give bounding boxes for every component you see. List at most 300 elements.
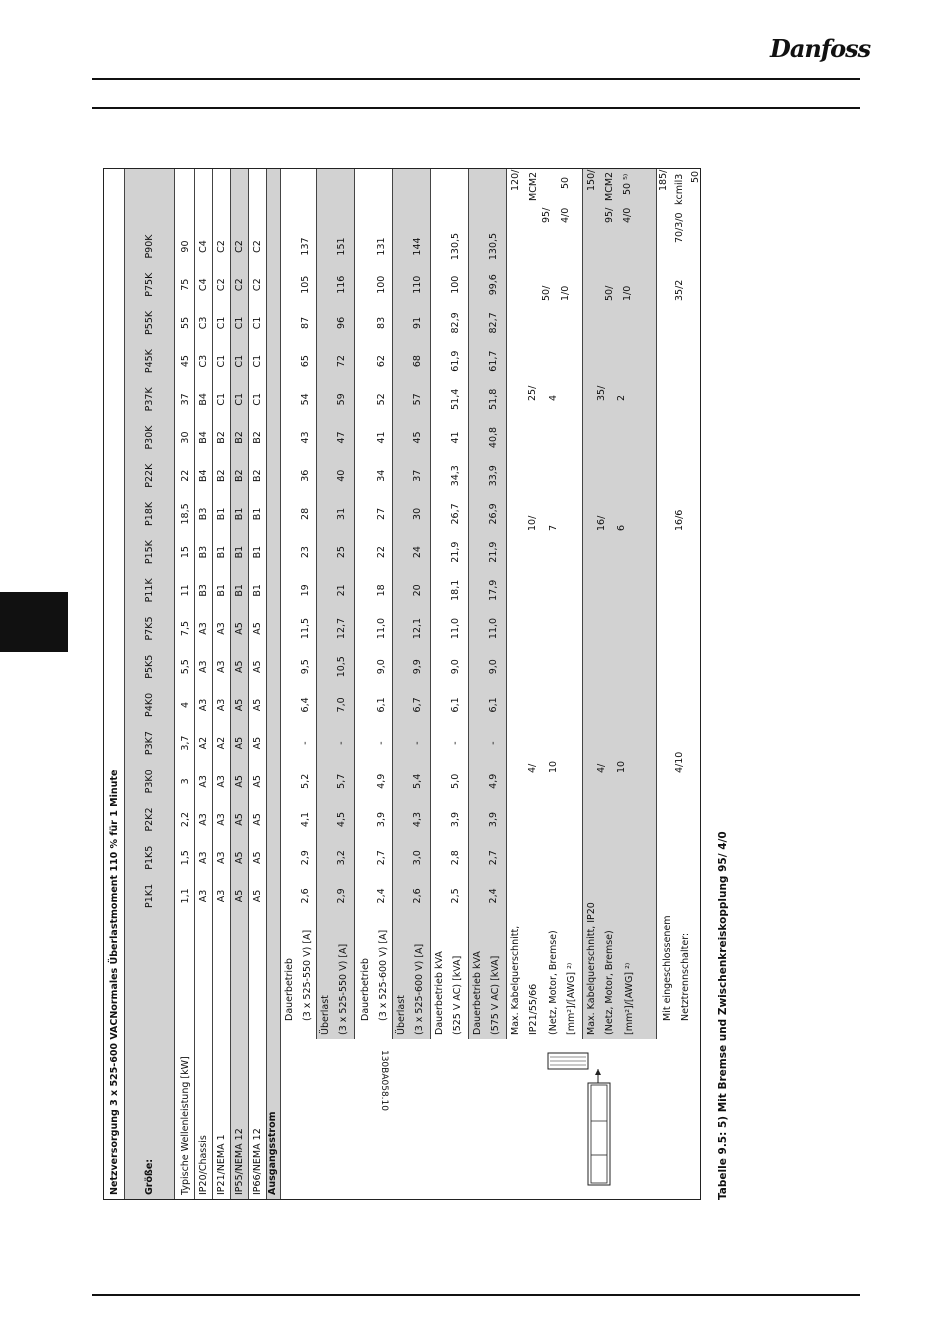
- table-cell: 131: [376, 237, 387, 256]
- cable1-value: 120/: [510, 169, 521, 191]
- spec-table: [103, 168, 701, 1200]
- cable2-value: 4/0: [622, 207, 633, 223]
- table-cell: 4,9: [376, 773, 387, 789]
- table-cell: B2: [234, 431, 245, 444]
- size-header-cell: P15K: [144, 540, 155, 565]
- cable3-value: 35/2: [674, 279, 685, 301]
- cable1-label: IP21/55/66: [528, 983, 539, 1035]
- divider: [124, 169, 125, 1199]
- row-overload2-shade: [392, 169, 430, 1039]
- section-label: Ausgangsstrom: [267, 1111, 278, 1195]
- table-cell: 36: [300, 469, 311, 482]
- table-cell: 3,7: [180, 735, 191, 751]
- table-cell: 30: [180, 431, 191, 444]
- table-cell: 6,7: [412, 697, 423, 713]
- footer-rule: [92, 1294, 860, 1296]
- section-shade: [266, 169, 280, 1199]
- size-header-cell: P75K: [144, 272, 155, 297]
- table-cell: A5: [252, 660, 263, 673]
- table-cell: 137: [300, 237, 311, 256]
- table-cell: 75: [180, 278, 191, 291]
- cable1-value: MCM2: [528, 171, 539, 201]
- table-cell: 45: [180, 355, 191, 368]
- table-cell: A5: [252, 775, 263, 788]
- drive-panel: [591, 1085, 607, 1183]
- header-rule-lower: [92, 107, 860, 109]
- table-cell: 11,5: [300, 617, 311, 640]
- table-cell: 9,0: [488, 659, 499, 675]
- table-cell: 34,3: [450, 465, 461, 487]
- table-caption: Tabelle 9.5: 5) Mit Bremse und Zwischenkreiskopplung 95/ 4/0: [717, 831, 729, 1200]
- table-cell: 31: [336, 507, 347, 520]
- table-cell: C3: [198, 316, 209, 330]
- table-cell: B2: [216, 469, 227, 482]
- divider: [212, 169, 213, 1199]
- table-cell: 4,3: [412, 811, 423, 828]
- table-cell: 2,5: [450, 888, 461, 904]
- table-cell: 52: [376, 393, 387, 406]
- table-cell: 3,9: [376, 811, 387, 828]
- table-cell: 20: [412, 584, 423, 597]
- size-header-cell: P22K: [144, 463, 155, 488]
- table-cell: 26,7: [450, 503, 461, 525]
- table-cell: 22: [180, 469, 191, 482]
- table-cell: 43: [300, 431, 311, 444]
- cable1-value: 4/0: [560, 207, 571, 223]
- size-header-cell: P5K5: [144, 654, 155, 679]
- table-cell: 26,9: [488, 503, 499, 525]
- table-cell: 57: [412, 393, 423, 406]
- table-cell: B1: [216, 584, 227, 597]
- table-cell: 105: [300, 275, 311, 294]
- table-cell: 87: [300, 316, 311, 329]
- table-cell: 27: [376, 507, 387, 520]
- table-cell: C2: [216, 278, 227, 292]
- current-label: Dauerbetrieb kVA: [472, 951, 483, 1035]
- table-cell: 22: [376, 546, 387, 559]
- table-cell: B1: [234, 545, 245, 559]
- table-cell: 2,2: [180, 811, 191, 828]
- cable1-value: 4/: [527, 763, 538, 773]
- table-cell: A5: [252, 698, 263, 712]
- current-label: (3 x 525-550 V) [A]: [302, 929, 313, 1021]
- table-cell: C1: [252, 354, 263, 368]
- table-cell: 2,6: [412, 888, 423, 904]
- cable2-value: 95/: [604, 207, 615, 223]
- table-cell: C3: [198, 354, 209, 368]
- divider: [230, 169, 231, 1199]
- table-cell: 3,0: [412, 850, 423, 866]
- size-header-cell: P45K: [144, 349, 155, 374]
- table-cell: 7,0: [336, 697, 347, 713]
- table-cell: C2: [216, 240, 227, 253]
- table-cell: A5: [234, 889, 245, 903]
- cable1-value: 50: [560, 176, 571, 189]
- table-cell: C4: [198, 240, 209, 253]
- table-cell: 130,5: [450, 232, 461, 261]
- table-cell: 54: [300, 393, 311, 406]
- row-label-power: Typische Wellenleistung [kW]: [180, 1056, 191, 1195]
- size-header-cell: P18K: [144, 501, 155, 526]
- cable1-label: [mm²]/[AWG] ²⁾: [566, 962, 577, 1035]
- size-header-cell: P7K5: [144, 616, 155, 641]
- chapter-tab-marker: [0, 592, 68, 652]
- table-cell: C1: [216, 316, 227, 330]
- table-cell: -: [300, 741, 311, 745]
- size-header-cell: P4K0: [144, 692, 155, 717]
- cable1-value: 95/: [541, 207, 552, 223]
- row-label-ip66: IP66/NEMA 12: [252, 1128, 263, 1195]
- cable2-value: 50/: [604, 285, 615, 301]
- size-header-cell: P3K0: [144, 769, 155, 794]
- table-cell: 25: [336, 546, 347, 559]
- table-cell: -: [376, 741, 387, 745]
- cable1-value: 4: [548, 394, 559, 401]
- table-cell: 17,9: [488, 579, 499, 601]
- table-cell: 37: [180, 393, 191, 406]
- table-cell: 4,5: [336, 811, 347, 828]
- cable2-value: MCM2: [604, 171, 615, 201]
- arrow-icon: [595, 1069, 601, 1075]
- divider: [194, 169, 195, 1199]
- cable3-label: Netztrennschalter:: [680, 932, 691, 1021]
- size-label: Größe:: [144, 1158, 155, 1195]
- table-cell: 3,2: [336, 850, 347, 866]
- table-cell: B1: [216, 545, 227, 559]
- current-label: (575 V AC) [kVA]: [490, 955, 501, 1035]
- danfoss-logo: Danfoss: [770, 34, 871, 63]
- size-header-cell: P1K5: [144, 845, 155, 870]
- table-cell: C1: [252, 316, 263, 330]
- table-cell: A3: [198, 622, 209, 635]
- table-cell: 5,7: [336, 773, 347, 789]
- table-cell: B4: [198, 431, 209, 444]
- row-label-ip21: IP21/NEMA 1: [216, 1134, 227, 1195]
- table-cell: B1: [252, 507, 263, 521]
- table-cell: 19: [300, 584, 311, 597]
- divider: [430, 169, 431, 1039]
- table-cell: A3: [216, 813, 227, 826]
- table-cell: 65: [300, 355, 311, 368]
- divider: [354, 169, 355, 1039]
- table-cell: 10,5: [336, 656, 347, 678]
- table-cell: B4: [198, 469, 209, 482]
- table-cell: 18,1: [450, 579, 461, 601]
- table-cell: 4: [180, 701, 191, 708]
- table-cell: 51,4: [450, 388, 461, 410]
- table-cell: C2: [234, 278, 245, 292]
- table-cell: 130,5: [488, 232, 499, 261]
- table-cell: B2: [252, 431, 263, 444]
- current-label: Überlast: [320, 995, 331, 1035]
- current-label: Dauerbetrieb: [360, 958, 371, 1021]
- table-cell: 9,9: [412, 659, 423, 675]
- table-cell: A3: [198, 660, 209, 673]
- table-cell: 2,9: [336, 888, 347, 904]
- table-cell: 41: [450, 431, 461, 444]
- table-cell: 45: [412, 431, 423, 444]
- current-label: Dauerbetrieb kVA: [434, 951, 445, 1035]
- table-cell: C1: [216, 392, 227, 406]
- current-label: (3 x 525-600 V) [A]: [414, 943, 425, 1035]
- table-cell: 23: [300, 546, 311, 559]
- table-cell: 9,0: [376, 659, 387, 675]
- table-cell: A5: [234, 698, 245, 712]
- table-cell: 11,0: [450, 617, 461, 640]
- table-cell: 3,9: [450, 811, 461, 828]
- table-cell: 59: [336, 393, 347, 406]
- divider: [392, 169, 393, 1039]
- cable2-value: 4/: [596, 763, 607, 773]
- table-cell: A5: [234, 851, 245, 864]
- table-cell: 4,9: [488, 773, 499, 789]
- table-cell: 5,5: [180, 659, 191, 675]
- table-cell: 18,5: [180, 503, 191, 525]
- table-cell: C4: [198, 278, 209, 292]
- size-header-cell: P55K: [144, 310, 155, 335]
- table-cell: A3: [216, 660, 227, 673]
- table-cell: 96: [336, 316, 347, 329]
- current-label: Überlast: [396, 995, 407, 1035]
- table-cell: B2: [216, 431, 227, 444]
- table-cell: 40: [336, 469, 347, 482]
- table-cell: A5: [252, 813, 263, 826]
- table-cell: 61,9: [450, 350, 461, 372]
- table-cell: 9,5: [300, 659, 311, 675]
- current-label: (525 V AC) [kVA]: [452, 955, 463, 1035]
- cable2-label: (Netz, Motor, Bremse): [604, 930, 615, 1035]
- table-cell: 100: [450, 275, 461, 294]
- table-cell: 12,7: [336, 617, 347, 640]
- table-cell: 91: [412, 316, 423, 329]
- table-cell: 6,1: [376, 697, 387, 713]
- table-cell: 2,7: [488, 850, 499, 866]
- table-cell: 47: [336, 431, 347, 444]
- cable1-value: 10: [548, 760, 559, 773]
- drive-motor-diagram: [488, 1045, 678, 1195]
- divider: [506, 169, 507, 1039]
- table-cell: A5: [234, 622, 245, 635]
- table-cell: -: [450, 741, 461, 745]
- cable2-value: 6: [616, 524, 627, 531]
- table-cell: 18: [376, 584, 387, 597]
- table-cell: 151: [336, 237, 347, 256]
- table-cell: A3: [216, 775, 227, 788]
- table-cell: A5: [252, 851, 263, 864]
- divider: [266, 169, 267, 1199]
- table-cell: A3: [216, 889, 227, 903]
- table-cell: 34: [376, 469, 387, 482]
- table-cell: 2,4: [376, 888, 387, 904]
- table-cell: B3: [198, 584, 209, 597]
- size-header-cell: P1K1: [144, 883, 155, 908]
- table-cell: 90: [180, 240, 191, 253]
- size-header-cell: P90K: [144, 234, 155, 259]
- table-cell: A3: [198, 889, 209, 903]
- cable1-value: 1/0: [560, 285, 571, 301]
- divider: [280, 169, 281, 1199]
- table-cell: 5,0: [450, 773, 461, 789]
- table-cell: B3: [198, 545, 209, 559]
- table-cell: A5: [234, 736, 245, 750]
- size-header-cell: P11K: [144, 578, 155, 603]
- table-cell: A5: [252, 889, 263, 903]
- size-header-cell: P2K2: [144, 807, 155, 832]
- table-cell: A3: [198, 698, 209, 712]
- size-header-cell: P3K7: [144, 731, 155, 756]
- cable3-value: kcmil3: [674, 173, 685, 205]
- row-label-ip20: IP20/Chassis: [198, 1135, 209, 1195]
- table-cell: B1: [252, 584, 263, 597]
- table-cell: A3: [216, 851, 227, 864]
- cable1-value: 25/: [527, 385, 538, 401]
- table-cell: 12,1: [412, 617, 423, 640]
- row-label-ip55: IP55/NEMA 12: [234, 1128, 245, 1195]
- table-cell: A3: [216, 698, 227, 712]
- table-cell: 2,4: [488, 888, 499, 904]
- cable2-value: 50 ⁵⁾: [622, 173, 633, 195]
- table-cell: 21,9: [450, 541, 461, 563]
- divider: [174, 169, 175, 1199]
- table-cell: 144: [412, 237, 423, 256]
- current-label: (3 x 525-600 V) [A]: [378, 929, 389, 1021]
- table-cell: B2: [252, 469, 263, 482]
- table-cell: B1: [216, 507, 227, 521]
- cable3-value: 185/: [658, 169, 669, 191]
- table-cell: B1: [252, 545, 263, 559]
- table-cell: 33,9: [488, 465, 499, 487]
- table-cell: C1: [234, 354, 245, 368]
- table-cell: C1: [234, 392, 245, 406]
- table-cell: 3: [180, 778, 191, 785]
- cable2-value: 2: [616, 394, 627, 401]
- divider: [656, 169, 657, 1039]
- table-cell: 2,9: [300, 850, 311, 866]
- table-cell: 5,4: [412, 773, 423, 789]
- table-cell: 21,9: [488, 541, 499, 563]
- table-cell: 21: [336, 584, 347, 597]
- table-cell: 40,8: [488, 426, 499, 449]
- current-label: Dauerbetrieb: [284, 958, 295, 1021]
- table-cell: B1: [234, 584, 245, 597]
- table-cell: 116: [336, 275, 347, 294]
- cable3-value: 70/3/0: [674, 212, 685, 243]
- cable2-value: 16/: [596, 515, 607, 531]
- table-cell: C1: [216, 354, 227, 368]
- table-title: Netzversorgung 3 x 525-600 VACNormales Überlastmoment 110 % für 1 Minute: [109, 769, 120, 1195]
- table-cell: 83: [376, 316, 387, 329]
- current-label: (3 x 525-550 V) [A]: [338, 943, 349, 1035]
- table-cell: 72: [336, 355, 347, 368]
- table-cell: 41: [376, 431, 387, 444]
- cable2-label: [mm²]/[AWG] ²⁾: [624, 962, 635, 1035]
- rotated-table-page: [103, 168, 729, 1200]
- table-cell: 24: [412, 546, 423, 559]
- table-cell: 11,0: [376, 617, 387, 640]
- cable2-value: 10: [616, 760, 627, 773]
- table-cell: -: [336, 741, 347, 745]
- cable3-value: 16/6: [674, 509, 685, 531]
- table-cell: 2,6: [300, 888, 311, 904]
- cable3-value: 4/10: [674, 751, 685, 773]
- table-cell: 6,1: [488, 697, 499, 713]
- cable1-value: 50/: [541, 285, 552, 301]
- table-cell: 9,0: [450, 659, 461, 675]
- table-cell: A5: [234, 813, 245, 826]
- table-cell: -: [412, 741, 423, 745]
- cable2-value: 150/: [586, 169, 597, 191]
- table-cell: 5,2: [300, 773, 311, 789]
- row-kva575-shade: [468, 169, 506, 1039]
- table-cell: A5: [234, 660, 245, 673]
- table-cell: B1: [234, 507, 245, 521]
- table-cell: 51,8: [488, 388, 499, 410]
- table-cell: 110: [412, 275, 423, 294]
- table-cell: A3: [198, 851, 209, 864]
- table-cell: 11: [180, 584, 191, 597]
- cable2-label: Max. Kabelquerschnitt, IP20: [586, 902, 597, 1035]
- cable3-value: 50: [690, 170, 701, 183]
- table-cell: B4: [198, 393, 209, 406]
- table-cell: C2: [234, 240, 245, 253]
- table-cell: B3: [198, 507, 209, 521]
- table-cell: -: [488, 741, 499, 745]
- divider: [248, 169, 249, 1199]
- table-cell: 3,9: [488, 811, 499, 828]
- table-cell: A3: [216, 622, 227, 635]
- cable2-value: 1/0: [622, 285, 633, 301]
- table-cell: 1,5: [180, 850, 191, 866]
- table-cell: 2,7: [376, 850, 387, 866]
- table-cell: 1,1: [180, 888, 191, 904]
- table-cell: A3: [198, 813, 209, 826]
- table-cell: A3: [198, 775, 209, 788]
- table-cell: 6,1: [450, 697, 461, 713]
- divider: [316, 169, 317, 1039]
- divider: [582, 169, 583, 1039]
- table-cell: 100: [376, 275, 387, 294]
- size-header-cell: P37K: [144, 387, 155, 412]
- table-cell: 37: [412, 469, 423, 482]
- table-cell: A2: [216, 736, 227, 750]
- table-cell: 6,4: [300, 697, 311, 713]
- cable3-label: Mit eingeschlossenem: [662, 915, 673, 1021]
- cable1-label: Max. Kabelquerschnitt,: [510, 925, 521, 1035]
- table-cell: 28: [300, 507, 311, 520]
- table-cell: 82,9: [450, 312, 461, 334]
- diagram-code: 130BA058.10: [379, 1049, 389, 1111]
- table-cell: 4,1: [300, 811, 311, 828]
- table-cell: C1: [252, 392, 263, 406]
- table-cell: A5: [252, 736, 263, 750]
- cable2-value: 35/: [596, 385, 607, 401]
- table-cell: A2: [198, 736, 209, 750]
- table-cell: C2: [252, 240, 263, 253]
- table-cell: 68: [412, 355, 423, 368]
- cable1-value: 10/: [527, 515, 538, 531]
- table-cell: 30: [412, 507, 423, 520]
- cable1-value: 7: [548, 524, 559, 531]
- table-cell: 15: [180, 546, 191, 559]
- divider: [468, 169, 469, 1039]
- table-cell: 55: [180, 316, 191, 329]
- table-cell: 82,7: [488, 312, 499, 334]
- table-cell: 7,5: [180, 620, 191, 637]
- table-cell: 99,6: [488, 274, 499, 296]
- cable1-label: (Netz, Motor, Bremse): [548, 930, 559, 1035]
- table-cell: 2,8: [450, 850, 461, 866]
- header-rule: [92, 78, 860, 80]
